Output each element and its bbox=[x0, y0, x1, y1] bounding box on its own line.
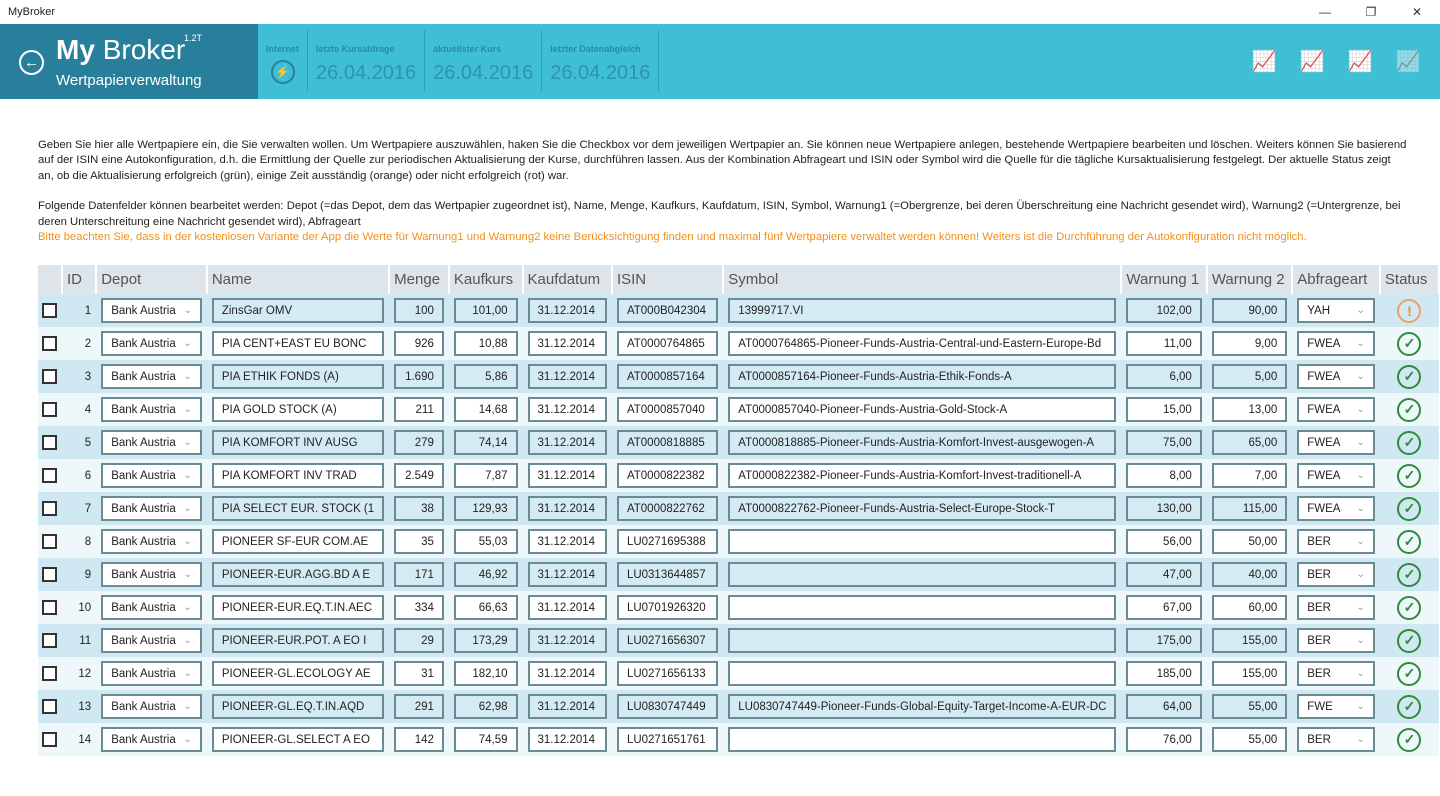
chevron-down-icon: ⌄ bbox=[1356, 470, 1365, 481]
purchase-date-input[interactable]: 31.12.2014 bbox=[528, 694, 607, 719]
table-row bbox=[38, 624, 1439, 657]
selected-value: Bank Austria bbox=[111, 403, 176, 416]
selected-value: FWE bbox=[1307, 700, 1333, 713]
edit-security-chart-icon[interactable]: 📈 bbox=[1299, 51, 1325, 73]
purchase-date-input[interactable]: 31.12.2014 bbox=[528, 397, 607, 422]
isin-input[interactable]: LU0271656133 bbox=[617, 661, 718, 686]
symbol-input[interactable]: AT0000818885-Pioneer-Funds-Austria-Komfort-Invest-ausgewogen-A bbox=[728, 430, 1116, 455]
name-input[interactable]: PIA CENT+EAST EU BONC bbox=[212, 331, 384, 356]
depot-select[interactable] bbox=[101, 298, 202, 323]
purchase-date-input[interactable]: 31.12.2014 bbox=[528, 562, 607, 587]
chevron-down-icon: ⌄ bbox=[183, 569, 192, 580]
quantity-input[interactable]: 211 bbox=[394, 397, 444, 422]
table-row bbox=[38, 360, 1439, 393]
selected-value: Bank Austria bbox=[111, 634, 176, 647]
row-id: 11 bbox=[62, 624, 96, 657]
row-checkbox[interactable] bbox=[42, 633, 57, 648]
purchase-price-input[interactable]: 74,14 bbox=[454, 430, 518, 455]
chevron-down-icon: ⌄ bbox=[183, 536, 192, 547]
depot-select[interactable] bbox=[101, 727, 202, 752]
version: 1.2T bbox=[184, 33, 203, 43]
name-input[interactable]: PIONEER-GL.EQ.T.IN.AQD bbox=[212, 694, 384, 719]
app-header bbox=[0, 24, 1440, 99]
isin-input[interactable]: LU0701926320 bbox=[617, 595, 718, 620]
name-input[interactable]: ZinsGar OMV bbox=[212, 298, 384, 323]
query-type-select[interactable] bbox=[1297, 298, 1375, 323]
chevron-down-icon: ⌄ bbox=[183, 437, 192, 448]
purchase-price-input[interactable]: 62,98 bbox=[454, 694, 518, 719]
purchase-price-input[interactable]: 66,63 bbox=[454, 595, 518, 620]
depot-select[interactable] bbox=[101, 331, 202, 356]
purchase-date-input[interactable]: 31.12.2014 bbox=[528, 727, 607, 752]
purchase-price-input[interactable]: 14,68 bbox=[454, 397, 518, 422]
selected-value: Bank Austria bbox=[111, 337, 176, 350]
chevron-down-icon: ⌄ bbox=[1356, 569, 1365, 580]
warning2-input[interactable]: 155,00 bbox=[1212, 628, 1287, 653]
warning2-input[interactable]: 9,00 bbox=[1212, 331, 1287, 356]
column-header[interactable]: Abfrageart bbox=[1292, 265, 1380, 294]
securities-table bbox=[38, 265, 1440, 756]
column-header[interactable]: Name bbox=[207, 265, 389, 294]
table-row bbox=[38, 426, 1439, 459]
chevron-down-icon: ⌄ bbox=[1356, 437, 1365, 448]
row-id: 13 bbox=[62, 690, 96, 723]
status-latest-price: aktuellster Kurs 26.04.2016 bbox=[425, 30, 542, 92]
ok-status-icon: ✓ bbox=[1397, 497, 1421, 521]
chevron-down-icon: ⌄ bbox=[1356, 701, 1365, 712]
quantity-input[interactable]: 171 bbox=[394, 562, 444, 587]
purchase-date-input[interactable]: 31.12.2014 bbox=[528, 331, 607, 356]
column-header[interactable]: ID bbox=[62, 265, 96, 294]
row-checkbox[interactable] bbox=[42, 732, 57, 747]
row-checkbox[interactable] bbox=[42, 501, 57, 516]
window-title: MyBroker bbox=[8, 6, 56, 18]
ok-status-icon: ✓ bbox=[1397, 431, 1421, 455]
depot-select[interactable] bbox=[101, 397, 202, 422]
selected-value: BER bbox=[1307, 568, 1331, 581]
selected-value: Bank Austria bbox=[111, 568, 176, 581]
add-security-chart-icon[interactable]: 📈 bbox=[1251, 51, 1277, 73]
depot-select[interactable] bbox=[101, 364, 202, 389]
warning1-input[interactable]: 185,00 bbox=[1126, 661, 1201, 686]
row-checkbox[interactable] bbox=[42, 435, 57, 450]
chevron-down-icon: ⌄ bbox=[1356, 602, 1365, 613]
row-id: 3 bbox=[62, 360, 96, 393]
quantity-input[interactable]: 38 bbox=[394, 496, 444, 521]
close-button[interactable]: ✕ bbox=[1411, 5, 1423, 19]
selected-value: Bank Austria bbox=[111, 370, 176, 383]
symbol-input[interactable]: 13999717.VI bbox=[728, 298, 1116, 323]
name-input[interactable]: PIONEER-GL.ECOLOGY AE bbox=[212, 661, 384, 686]
selected-value: Bank Austria bbox=[111, 733, 176, 746]
column-header[interactable]: Symbol bbox=[723, 265, 1121, 294]
warning2-input[interactable]: 7,00 bbox=[1212, 463, 1287, 488]
isin-input[interactable]: AT0000818885 bbox=[617, 430, 718, 455]
column-header[interactable] bbox=[38, 265, 62, 294]
row-checkbox[interactable] bbox=[42, 468, 57, 483]
selected-value: Bank Austria bbox=[111, 436, 176, 449]
chevron-down-icon: ⌄ bbox=[1356, 371, 1365, 382]
purchase-price-input[interactable]: 7,87 bbox=[454, 463, 518, 488]
purchase-price-input[interactable]: 5,86 bbox=[454, 364, 518, 389]
app-subtitle: Wertpapierverwaltung bbox=[56, 72, 202, 89]
table-row bbox=[38, 591, 1439, 624]
table-row bbox=[38, 459, 1439, 492]
status-internet: Internet ⚡ bbox=[258, 30, 308, 92]
selected-value: Bank Austria bbox=[111, 601, 176, 614]
table-row bbox=[38, 492, 1439, 525]
row-checkbox[interactable] bbox=[42, 699, 57, 714]
query-type-select[interactable] bbox=[1297, 694, 1375, 719]
warning1-input[interactable]: 64,00 bbox=[1126, 694, 1201, 719]
purchase-price-input[interactable]: 129,93 bbox=[454, 496, 518, 521]
name-input[interactable]: PIONEER-GL.SELECT A EO bbox=[212, 727, 384, 752]
warning-status-icon: ! bbox=[1397, 299, 1421, 323]
ok-status-icon: ✓ bbox=[1397, 530, 1421, 554]
quantity-input[interactable]: 926 bbox=[394, 331, 444, 356]
maximize-button[interactable]: ❐ bbox=[1365, 5, 1377, 19]
instructions bbox=[38, 138, 1408, 245]
selected-value: BER bbox=[1307, 667, 1331, 680]
query-type-select[interactable] bbox=[1297, 727, 1375, 752]
query-type-select[interactable] bbox=[1297, 628, 1375, 653]
warning2-input[interactable]: 55,00 bbox=[1212, 694, 1287, 719]
warning1-input[interactable]: 75,00 bbox=[1126, 430, 1201, 455]
symbol-input[interactable]: LU0830747449-Pioneer-Funds-Global-Equity-Target-Income-A-EUR-DC bbox=[728, 694, 1116, 719]
warning1-input[interactable]: 15,00 bbox=[1126, 397, 1201, 422]
column-header[interactable]: Menge bbox=[389, 265, 449, 294]
quantity-input[interactable]: 291 bbox=[394, 694, 444, 719]
chevron-down-icon: ⌄ bbox=[183, 734, 192, 745]
table-row bbox=[38, 723, 1439, 756]
chevron-down-icon: ⌄ bbox=[183, 668, 192, 679]
query-type-select[interactable] bbox=[1297, 562, 1375, 587]
isin-input[interactable]: AT0000764865 bbox=[617, 331, 718, 356]
query-type-select[interactable] bbox=[1297, 397, 1375, 422]
quantity-input[interactable]: 1.690 bbox=[394, 364, 444, 389]
query-type-select[interactable] bbox=[1297, 331, 1375, 356]
row-id: 7 bbox=[62, 492, 96, 525]
symbol-input[interactable] bbox=[728, 727, 1116, 752]
purchase-price-input[interactable]: 101,00 bbox=[454, 298, 518, 323]
depot-select[interactable] bbox=[101, 430, 202, 455]
warning2-input[interactable]: 65,00 bbox=[1212, 430, 1287, 455]
purchase-date-input[interactable]: 31.12.2014 bbox=[528, 430, 607, 455]
isin-input[interactable]: AT0000822382 bbox=[617, 463, 718, 488]
isin-input[interactable]: LU0271651761 bbox=[617, 727, 718, 752]
purchase-date-input[interactable]: 31.12.2014 bbox=[528, 529, 607, 554]
depot-select[interactable] bbox=[101, 496, 202, 521]
symbol-input[interactable]: AT0000857040-Pioneer-Funds-Austria-Gold-Stock-A bbox=[728, 397, 1116, 422]
warning1-input[interactable]: 8,00 bbox=[1126, 463, 1201, 488]
query-type-select[interactable] bbox=[1297, 364, 1375, 389]
selected-value: BER bbox=[1307, 733, 1331, 746]
warning2-input[interactable]: 90,00 bbox=[1212, 298, 1287, 323]
purchase-price-input[interactable]: 10,88 bbox=[454, 331, 518, 356]
symbol-input[interactable]: AT0000857164-Pioneer-Funds-Austria-Ethik-Fonds-A bbox=[728, 364, 1116, 389]
row-checkbox[interactable] bbox=[42, 567, 57, 582]
warning1-input[interactable]: 76,00 bbox=[1126, 727, 1201, 752]
query-type-select[interactable] bbox=[1297, 661, 1375, 686]
app-logo: My Broker bbox=[56, 34, 186, 65]
symbol-input[interactable]: AT0000822762-Pioneer-Funds-Austria-Select-Europe-Stock-T bbox=[728, 496, 1116, 521]
warning1-input[interactable]: 67,00 bbox=[1126, 595, 1201, 620]
row-checkbox[interactable] bbox=[42, 336, 57, 351]
purchase-price-input[interactable]: 74,59 bbox=[454, 727, 518, 752]
warning1-input[interactable]: 6,00 bbox=[1126, 364, 1201, 389]
selected-value: FWEA bbox=[1307, 370, 1341, 383]
fields-paragraph: Folgende Datenfelder können bearbeitet werden: Depot (=das Depot, dem das Wertpapier zugeordnet ist), Name, Menge, Kaufkurs, Kaufdatum, ISIN, Symbol, Warnung1 (=Obergrenze, bei deren Überschreitung eine Nachricht gesendet wird), Warnung2 (=Untergrenze, bei deren Unterschreitung eine Nachricht gesendet wird), Abfrageart bbox=[38, 200, 1401, 228]
depot-select[interactable] bbox=[101, 463, 202, 488]
selected-value: FWEA bbox=[1307, 337, 1341, 350]
row-checkbox[interactable] bbox=[42, 666, 57, 681]
depot-select[interactable] bbox=[101, 562, 202, 587]
ok-status-icon: ✓ bbox=[1397, 365, 1421, 389]
selected-value: FWEA bbox=[1307, 436, 1341, 449]
purchase-date-input[interactable]: 31.12.2014 bbox=[528, 595, 607, 620]
title-bar bbox=[0, 0, 1440, 24]
warning2-input[interactable]: 13,00 bbox=[1212, 397, 1287, 422]
selected-value: FWEA bbox=[1307, 403, 1341, 416]
purchase-price-input[interactable]: 55,03 bbox=[454, 529, 518, 554]
symbol-input[interactable] bbox=[728, 529, 1116, 554]
row-checkbox[interactable] bbox=[42, 369, 57, 384]
chevron-down-icon: ⌄ bbox=[1356, 338, 1365, 349]
symbol-input[interactable]: AT0000764865-Pioneer-Funds-Austria-Central-und-Eastern-Europe-Bd bbox=[728, 331, 1116, 356]
back-button[interactable] bbox=[19, 50, 44, 75]
quantity-input[interactable]: 279 bbox=[394, 430, 444, 455]
selected-value: FWEA bbox=[1307, 469, 1341, 482]
symbol-input[interactable]: AT0000822382-Pioneer-Funds-Austria-Komfort-Invest-traditionell-A bbox=[728, 463, 1116, 488]
row-checkbox[interactable] bbox=[42, 303, 57, 318]
warning2-input[interactable]: 155,00 bbox=[1212, 661, 1287, 686]
column-header[interactable]: Warnung 2 bbox=[1207, 265, 1292, 294]
selected-value: BER bbox=[1307, 601, 1331, 614]
table-row bbox=[38, 558, 1439, 591]
warning1-input[interactable]: 130,00 bbox=[1126, 496, 1201, 521]
quantity-input[interactable]: 334 bbox=[394, 595, 444, 620]
chevron-down-icon: ⌄ bbox=[183, 371, 192, 382]
row-id: 12 bbox=[62, 657, 96, 690]
selected-value: Bank Austria bbox=[111, 700, 176, 713]
warning2-input[interactable]: 5,00 bbox=[1212, 364, 1287, 389]
purchase-date-input[interactable]: 31.12.2014 bbox=[528, 628, 607, 653]
purchase-price-input[interactable]: 46,92 bbox=[454, 562, 518, 587]
query-type-select[interactable] bbox=[1297, 430, 1375, 455]
isin-input[interactable]: AT000B042304 bbox=[617, 298, 718, 323]
chevron-down-icon: ⌄ bbox=[183, 305, 192, 316]
isin-input[interactable]: LU0830747449 bbox=[617, 694, 718, 719]
table-row bbox=[38, 327, 1439, 360]
name-input[interactable]: PIONEER-EUR.EQ.T.IN.AEC bbox=[212, 595, 384, 620]
warning1-input[interactable]: 102,00 bbox=[1126, 298, 1201, 323]
quantity-input[interactable]: 31 bbox=[394, 661, 444, 686]
symbol-input[interactable] bbox=[728, 595, 1116, 620]
selected-value: FWEA bbox=[1307, 502, 1341, 515]
row-id: 4 bbox=[62, 393, 96, 426]
name-input[interactable]: PIONEER-EUR.AGG.BD A E bbox=[212, 562, 384, 587]
quantity-input[interactable]: 29 bbox=[394, 628, 444, 653]
quantity-input[interactable]: 142 bbox=[394, 727, 444, 752]
lightning-icon: ⚡ bbox=[271, 60, 295, 84]
column-header[interactable]: Kaufdatum bbox=[523, 265, 612, 294]
chevron-down-icon: ⌄ bbox=[1356, 404, 1365, 415]
chevron-down-icon: ⌄ bbox=[1356, 734, 1365, 745]
table-row bbox=[38, 657, 1439, 690]
row-id: 10 bbox=[62, 591, 96, 624]
row-id: 5 bbox=[62, 426, 96, 459]
depot-select[interactable] bbox=[101, 529, 202, 554]
purchase-price-input[interactable]: 173,29 bbox=[454, 628, 518, 653]
query-type-select[interactable] bbox=[1297, 463, 1375, 488]
query-type-select[interactable] bbox=[1297, 529, 1375, 554]
isin-input[interactable]: AT0000857164 bbox=[617, 364, 718, 389]
purchase-date-input[interactable]: 31.12.2014 bbox=[528, 661, 607, 686]
status-last-sync: letzter Datenabgleich 26.04.2016 bbox=[542, 30, 659, 92]
minimize-button[interactable]: — bbox=[1319, 5, 1331, 19]
selected-value: Bank Austria bbox=[111, 667, 176, 680]
name-input[interactable]: PIONEER-EUR.POT. A EO I bbox=[212, 628, 384, 653]
column-header[interactable]: ISIN bbox=[612, 265, 723, 294]
depot-select[interactable] bbox=[101, 595, 202, 620]
free-version-warning: Bitte beachten Sie, dass in der kostenlosen Variante der App die Werte für Warnung1 und Warnung2 keine Berücksichtigung finden und maximal fünf Wertpapiere verwaltet werden können! Weiters ist die Durchführung der Autokonfiguration nicht möglich. bbox=[38, 231, 1307, 244]
selected-value: Bank Austria bbox=[111, 469, 176, 482]
name-input[interactable]: PIA SELECT EUR. STOCK (1 bbox=[212, 496, 384, 521]
selected-value: Bank Austria bbox=[111, 502, 176, 515]
purchase-date-input[interactable]: 31.12.2014 bbox=[528, 298, 607, 323]
selected-value: BER bbox=[1307, 634, 1331, 647]
isin-input[interactable]: AT0000857040 bbox=[617, 397, 718, 422]
chevron-down-icon: ⌄ bbox=[1356, 668, 1365, 679]
ok-status-icon: ✓ bbox=[1397, 464, 1421, 488]
arrow-left-icon: ← bbox=[24, 54, 39, 71]
chevron-down-icon: ⌄ bbox=[183, 338, 192, 349]
intro-paragraph: Geben Sie hier alle Wertpapiere ein, die Sie verwalten wollen. Um Wertpapiere auszuwählen, haken Sie die Checkbox vor dem jeweiligen Wertpapier an. Sie können neue Wertpapiere anlegen, bestehende Wertpapiere bearbeiten und löschen. Weiters können Sie basierend auf der ISIN eine Autokonfiguration, d.h. die Ermittlung der Quelle zur periodischen Aktualisierung der Kurse, durchführen lassen. Aus der Kombination Abfrageart und ISIN oder Symbol wird die Quelle für die tägliche Kursaktualisierung festgelegt. Der aktuelle Status zeigt an, ob die Aktualisierung erfolgreich (grün), einige Zeit ausständig (orange) oder nicht erfolgreich (rot) war. bbox=[38, 139, 1407, 182]
depot-select[interactable] bbox=[101, 661, 202, 686]
name-input[interactable]: PIA ETHIK FONDS (A) bbox=[212, 364, 384, 389]
column-header[interactable]: Status bbox=[1380, 265, 1439, 294]
autoconfig-chart-icon[interactable]: 📈 bbox=[1395, 51, 1421, 73]
warning2-input[interactable]: 115,00 bbox=[1212, 496, 1287, 521]
warning1-input[interactable]: 11,00 bbox=[1126, 331, 1201, 356]
row-checkbox[interactable] bbox=[42, 402, 57, 417]
ok-status-icon: ✓ bbox=[1397, 332, 1421, 356]
isin-input[interactable]: LU0271695388 bbox=[617, 529, 718, 554]
name-input[interactable]: PIA KOMFORT INV TRAD bbox=[212, 463, 384, 488]
isin-input[interactable]: LU0271656307 bbox=[617, 628, 718, 653]
query-type-select[interactable] bbox=[1297, 496, 1375, 521]
quantity-input[interactable]: 100 bbox=[394, 298, 444, 323]
row-checkbox[interactable] bbox=[42, 534, 57, 549]
chevron-down-icon: ⌄ bbox=[1356, 503, 1365, 514]
ok-status-icon: ✓ bbox=[1397, 596, 1421, 620]
symbol-input[interactable] bbox=[728, 562, 1116, 587]
column-header[interactable]: Warnung 1 bbox=[1121, 265, 1206, 294]
name-input[interactable]: PIA GOLD STOCK (A) bbox=[212, 397, 384, 422]
warning1-input[interactable]: 47,00 bbox=[1126, 562, 1201, 587]
purchase-date-input[interactable]: 31.12.2014 bbox=[528, 496, 607, 521]
column-header[interactable]: Kaufkurs bbox=[449, 265, 523, 294]
ok-status-icon: ✓ bbox=[1397, 662, 1421, 686]
chevron-down-icon: ⌄ bbox=[1356, 305, 1365, 316]
table-row bbox=[38, 294, 1439, 327]
name-input[interactable]: PIONEER SF-EUR COM.AE bbox=[212, 529, 384, 554]
chevron-down-icon: ⌄ bbox=[183, 470, 192, 481]
row-id: 14 bbox=[62, 723, 96, 756]
selected-value: YAH bbox=[1307, 304, 1331, 317]
ok-status-icon: ✓ bbox=[1397, 728, 1421, 752]
name-input[interactable]: PIA KOMFORT INV AUSG bbox=[212, 430, 384, 455]
selected-value: Bank Austria bbox=[111, 535, 176, 548]
ok-status-icon: ✓ bbox=[1397, 398, 1421, 422]
isin-input[interactable]: LU0313644857 bbox=[617, 562, 718, 587]
warning2-input[interactable]: 60,00 bbox=[1212, 595, 1287, 620]
chevron-down-icon: ⌄ bbox=[183, 635, 192, 646]
chevron-down-icon: ⌄ bbox=[183, 404, 192, 415]
ok-status-icon: ✓ bbox=[1397, 695, 1421, 719]
brand bbox=[0, 24, 258, 99]
row-id: 1 bbox=[62, 294, 96, 327]
isin-input[interactable]: AT0000822762 bbox=[617, 496, 718, 521]
query-type-select[interactable] bbox=[1297, 595, 1375, 620]
ok-status-icon: ✓ bbox=[1397, 563, 1421, 587]
row-id: 6 bbox=[62, 459, 96, 492]
table-row bbox=[38, 525, 1439, 558]
quantity-input[interactable]: 2.549 bbox=[394, 463, 444, 488]
purchase-price-input[interactable]: 182,10 bbox=[454, 661, 518, 686]
status-last-query: letzte Kursabfrage 26.04.2016 bbox=[308, 30, 425, 92]
warning2-input[interactable]: 40,00 bbox=[1212, 562, 1287, 587]
row-id: 2 bbox=[62, 327, 96, 360]
quantity-input[interactable]: 35 bbox=[394, 529, 444, 554]
warning1-input[interactable]: 56,00 bbox=[1126, 529, 1201, 554]
chevron-down-icon: ⌄ bbox=[1356, 635, 1365, 646]
table-row bbox=[38, 690, 1439, 723]
row-id: 9 bbox=[62, 558, 96, 591]
column-header[interactable]: Depot bbox=[96, 265, 207, 294]
delete-security-chart-icon[interactable]: 📈 bbox=[1347, 51, 1373, 73]
selected-value: Bank Austria bbox=[111, 304, 176, 317]
depot-select[interactable] bbox=[101, 628, 202, 653]
table-row bbox=[38, 393, 1439, 426]
selected-value: BER bbox=[1307, 535, 1331, 548]
chevron-down-icon: ⌄ bbox=[1356, 536, 1365, 547]
purchase-date-input[interactable]: 31.12.2014 bbox=[528, 364, 607, 389]
chevron-down-icon: ⌄ bbox=[183, 602, 192, 613]
chevron-down-icon: ⌄ bbox=[183, 503, 192, 514]
symbol-input[interactable] bbox=[728, 661, 1116, 686]
warning1-input[interactable]: 175,00 bbox=[1126, 628, 1201, 653]
row-checkbox[interactable] bbox=[42, 600, 57, 615]
purchase-date-input[interactable]: 31.12.2014 bbox=[528, 463, 607, 488]
warning2-input[interactable]: 55,00 bbox=[1212, 727, 1287, 752]
row-id: 8 bbox=[62, 525, 96, 558]
depot-select[interactable] bbox=[101, 694, 202, 719]
chevron-down-icon: ⌄ bbox=[183, 701, 192, 712]
warning2-input[interactable]: 50,00 bbox=[1212, 529, 1287, 554]
symbol-input[interactable] bbox=[728, 628, 1116, 653]
ok-status-icon: ✓ bbox=[1397, 629, 1421, 653]
